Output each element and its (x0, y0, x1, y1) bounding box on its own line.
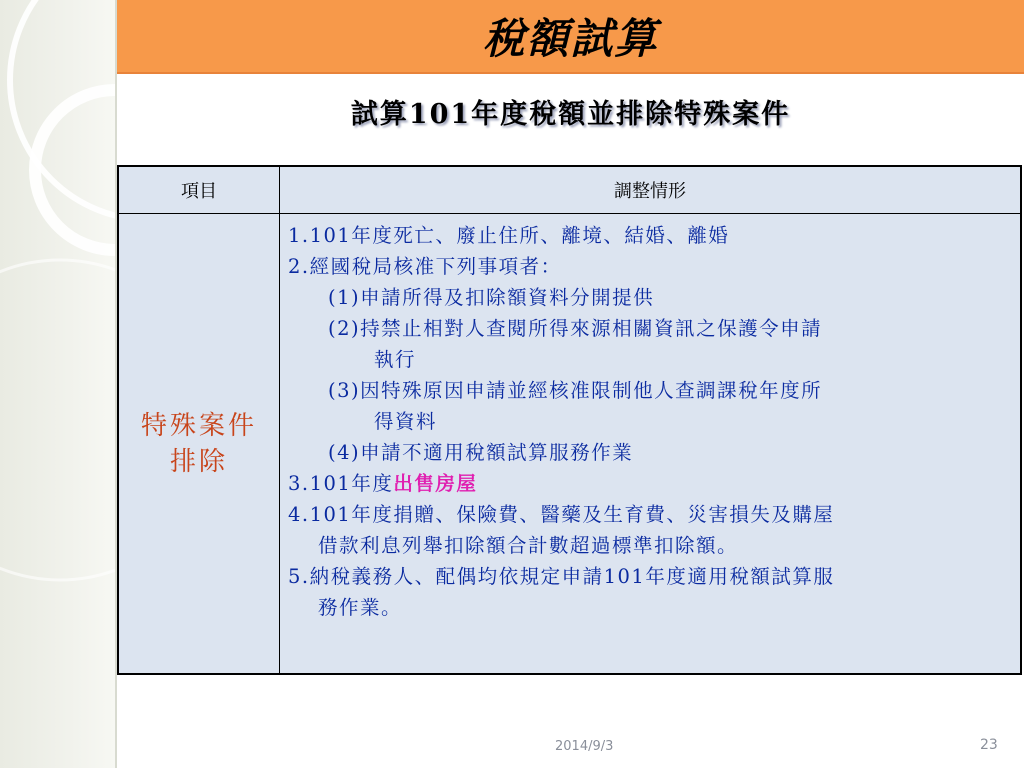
adjustment-table (117, 165, 1022, 675)
detail-cell (280, 214, 1022, 675)
table-row (118, 214, 1021, 675)
category-line: 特殊案件 (140, 410, 257, 441)
slide-title: 稅額試算 (482, 14, 659, 63)
category-line: 排除 (169, 446, 228, 477)
footer-page-number: 23 (980, 737, 998, 753)
header-adjustment: 調整情形 (280, 166, 1022, 214)
detail-item-1: 1.101年度死亡、廢止住所、離境、結婚、離婚 (288, 224, 730, 247)
detail-item-3 (288, 468, 1016, 499)
slide-subtitle: 試算101年度稅額並排除特殊案件 (350, 99, 791, 130)
decorative-side-band (0, 0, 115, 768)
footer-date: 2014/9/3 (555, 739, 614, 754)
decorative-circles (0, 0, 115, 768)
table-header-row (118, 166, 1021, 214)
detail-subitem-2: (2)持禁止相對人查閱所得來源相關資訊之保護令申請 (328, 317, 823, 340)
detail-subitem-2-cont: 執行 (374, 348, 417, 371)
detail-subitem-3: (3)因特殊原因申請並經核准限制他人查調課稅年度所 (328, 379, 823, 402)
detail-item-3-prefix: 3.101年度 (288, 472, 394, 495)
detail-item-4: 4.101年度捐贈、保險費、醫藥及生育費、災害損失及購屋 (288, 503, 835, 526)
header-item: 項目 (118, 166, 280, 214)
detail-item-5-cont: 務作業。 (318, 596, 403, 619)
detail-subitem-1: (1)申請所得及扣除額資料分開提供 (328, 286, 655, 309)
detail-item-5: 5.納稅義務人、配偶均依規定申請101年度適用稅額試算服 (288, 565, 835, 588)
detail-subitem-4: (4)申請不適用稅額試算服務作業 (328, 441, 634, 464)
detail-item-2: 2.經國稅局核准下列事項者： (288, 255, 562, 278)
category-cell (118, 214, 280, 675)
detail-item-3-highlight: 出售房屋 (393, 472, 478, 495)
detail-subitem-3-cont: 得資料 (374, 410, 438, 433)
detail-item-4-cont: 借款利息列舉扣除額合計數超過標準扣除額。 (318, 534, 739, 557)
